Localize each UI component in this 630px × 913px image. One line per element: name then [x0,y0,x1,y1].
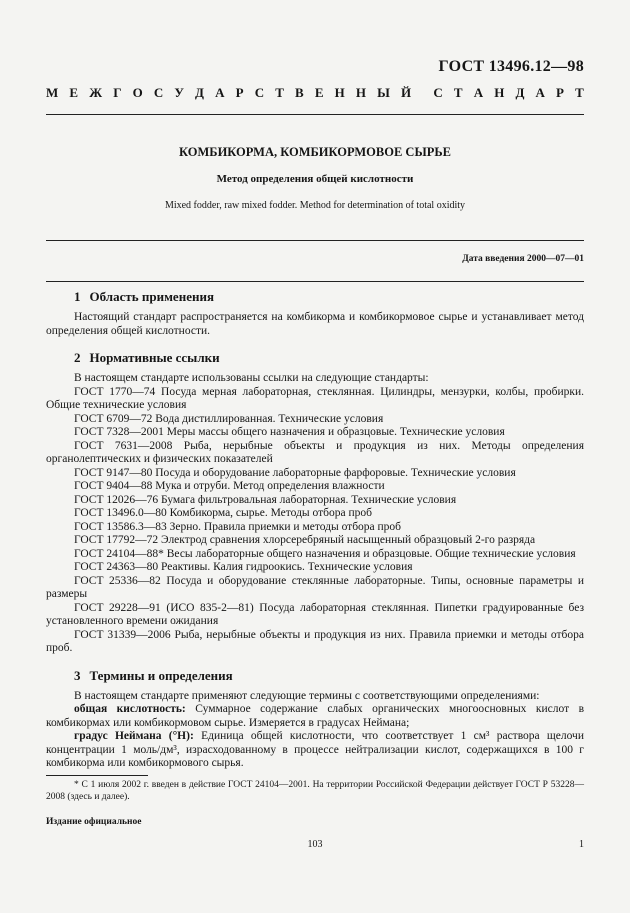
term-definition: общая кислотность: Суммарное содержание слабых органических многоосновных кислот в комбикормах или комбикормовом сырье. Измеряется в градусах Неймана; [46,703,585,729]
banner-letter: Е [314,85,324,100]
banner-letter: В [295,85,304,100]
footnote-divider [46,775,148,776]
banner-letter: А [535,85,545,100]
banner-letter: Р [556,85,564,100]
section-heading: 1 Область применения [74,289,214,304]
reference-item: ГОСТ 9404—88 Мука и отруби. Метод определения влажности [74,480,385,492]
banner-letter: Й [401,85,412,100]
banner-letter: Н [334,85,345,100]
reference-item: ГОСТ 13586.3—83 Зерно. Правила приемки и методы отбора проб [74,520,402,533]
paragraph: В настоящем стандарте использованы ссылки на следующие стандарты: [74,372,429,384]
banner-letter: Т [453,85,463,100]
term: общая кислотность: [74,703,186,715]
banner-letter: Е [69,85,79,100]
paragraph: Настоящий стандарт распространяется на комбикорма и комбикормовое сырье и устанавливает метод определения общей кислотности. [46,311,584,337]
banner-letter: М [46,85,59,100]
section-terms [46,668,584,771]
section-heading: 2 Нормативные ссылки [74,350,220,365]
page-number: 103 [307,839,323,850]
reference-item: ГОСТ 7328—2001 Меры массы общего назначения и образцовые. Технические условия [74,426,505,438]
reference-item: ГОСТ 6709—72 Вода дистиллированная. Технические условия [74,412,384,425]
banner-letter: Д [195,85,204,100]
banner-letter: Ы [377,85,390,100]
interstate-standard-banner [46,85,584,101]
banner-letter: Н [494,85,505,100]
edition-label: Издание официальное [46,817,142,827]
term: градус Неймана (°Н): [74,730,194,742]
standard-number: ГОСТ 13496.12—98 [438,58,584,75]
section-scope [46,289,584,338]
reference-item: ГОСТ 12026—76 Бумага фильтровальная лабораторная. Технические условия [74,493,457,506]
reference-item: ГОСТ 9147—80 Посуда и оборудование лабораторные фарфоровые. Технические условия [74,466,516,479]
banner-letter: О [132,85,143,100]
banner-letter: Р [235,85,244,100]
banner-letter: С [153,85,164,100]
banner-letter: Д [515,85,525,100]
english-title: Mixed fodder, raw mixed fodder. Method for determination of total oxidity [164,200,466,211]
banner-letter: А [473,85,484,100]
reference-item: ГОСТ 13496.0—80 Комбикорма, сырье. Методы отбора проб [74,507,372,519]
banner-letter: С [433,85,443,100]
banner-letter: Н [355,85,366,100]
reference-item: ГОСТ 31339—2006 Рыба, нерыбные объекты и продукция из них. Правила приемки и методы отбора проб. [46,628,584,654]
section-references [46,350,584,656]
banner-letter: У [174,85,184,100]
document-body [46,289,584,783]
sheet-number: 1 [579,839,584,850]
paragraph: В настоящем стандарте применяют следующие термины с соответствующими определениями: [74,689,540,702]
term-definition: градус Неймана (°Н): Единица общей кислотности, что соответствует 1 см³ раствора щелочи концентрации 1 моль/дм³, израсходованному в процессе нейтрализации кислот, содержащихся в 100 г комбикорма или комбикормового сырья. [46,730,584,769]
section-heading: 3 Термины и определения [74,667,233,683]
banner-letter: Г [113,85,122,100]
reference-item: ГОСТ 29228—91 (ИСО 835-2—81) Посуда лабораторная стеклянная. Пипетки градуированные без установленного времени ожидания [46,601,584,627]
banner-letter: А [215,85,225,100]
banner-letter: Ж [89,85,103,100]
reference-item: ГОСТ 7631—2008 Рыба, нерыбные объекты и продукция из них. Методы определения органолептических и физических показателей [46,439,584,465]
footnote: * С 1 июля 2002 г. введен в действие ГОСТ 24104—2001. На территории Российской Федерации действует ГОСТ Р 53228—2008 (здесь и далее). [46,780,584,802]
banner-letter: Т [275,85,284,100]
reference-item: ГОСТ 17792—72 Электрод сравнения хлорсеребряный насыщенный образцовый 2-го разряда [74,534,536,546]
reference-item: ГОСТ 24363—80 Реактивы. Калия гидроокись. Технические условия [74,561,413,573]
banner-letter: С [254,85,265,100]
title-divider [46,240,584,241]
date-divider [46,281,584,282]
intro-date: Дата введения 2000—07—01 [462,254,584,264]
reference-item: ГОСТ 24104—88* Весы лабораторные общего назначения и образцовые. Общие технические условия [74,547,576,560]
document-title: КОМБИКОРМА, КОМБИКОРМОВОЕ СЫРЬЕ [179,145,451,159]
reference-item: ГОСТ 25336—82 Посуда и оборудование стеклянные лабораторные. Типы, основные параметры и размеры [46,574,584,600]
reference-item: ГОСТ 1770—74 Посуда мерная лабораторная, стеклянная. Цилиндры, мензурки, колбы, пробирки. Общие технические условия [46,385,584,411]
header-divider [46,114,584,115]
document-subtitle: Метод определения общей кислотности [216,173,414,185]
banner-letter: Т [575,85,584,100]
